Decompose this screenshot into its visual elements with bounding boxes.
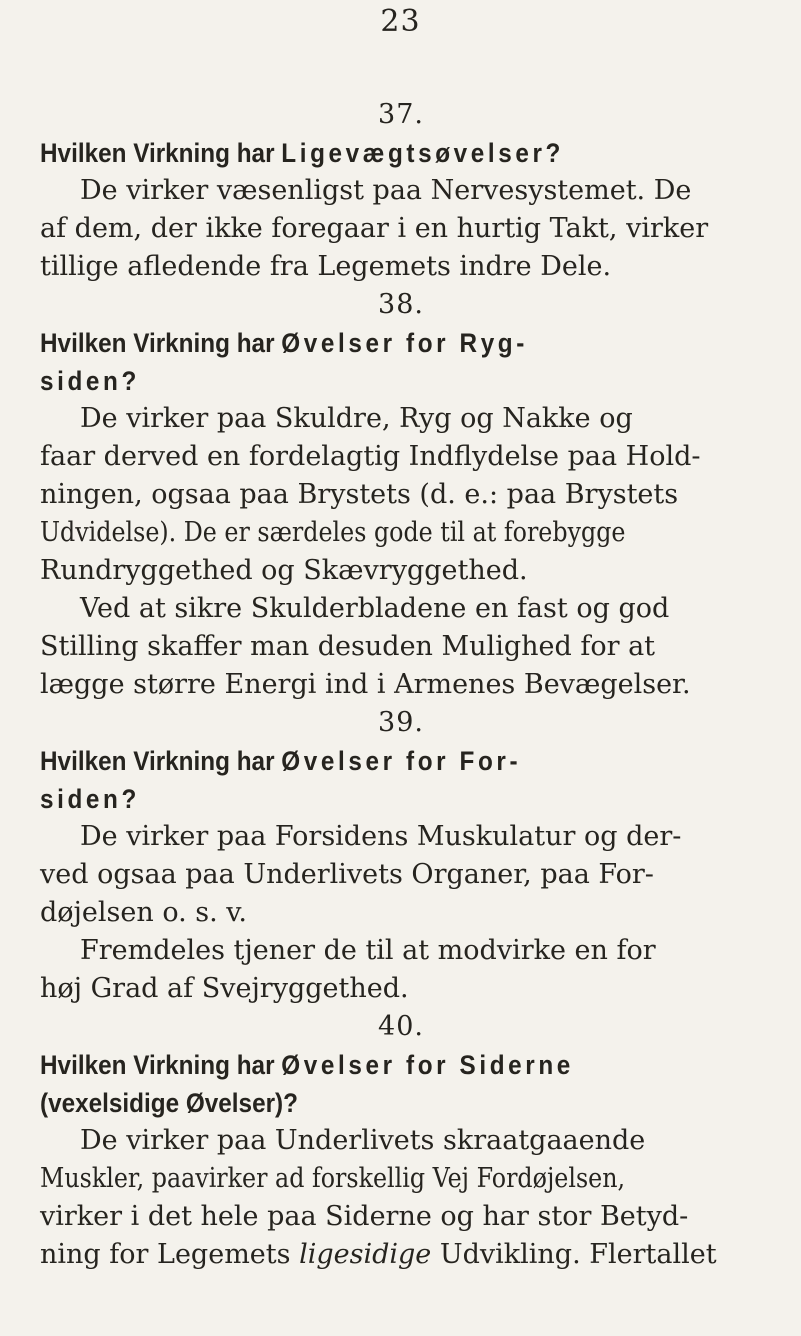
text-line: ved ogsaa paa Underlivets Organer, paa For- [40, 859, 654, 890]
question-text: Hvilken Virkning har [40, 138, 282, 168]
question-spaced-text: Øvelser for Ryg- [281, 328, 528, 358]
text-line: De virker væsenligst paa Nervesystemet. De [80, 175, 692, 206]
text-line: virker i det hele paa Siderne og har stor Betyd- [40, 1201, 689, 1232]
text-line: døjelsen o. s. v. [40, 897, 247, 928]
text-column [40, 96, 762, 1274]
section-37 [40, 96, 762, 286]
answer-paragraph [40, 400, 762, 590]
text-line: lægge større Energi ind i Armenes Bevægelser. [40, 669, 691, 700]
text-line: Stilling skaffer man desuden Mulighed for at [40, 631, 656, 662]
text-line [40, 1160, 762, 1198]
question-heading [40, 742, 690, 780]
text-line-content: Muskler, paavirker ad forskellig Vej Fordøjelsen, [40, 1163, 626, 1194]
text-line: De virker paa Skuldre, Ryg og Nakke og [80, 403, 633, 434]
text-line: ningen, ogsaa paa Brystets (d. e.: paa Brystets [40, 479, 679, 510]
text-line: De virker paa Underlivets skraatgaaende [80, 1125, 646, 1156]
answer-paragraph [40, 1122, 762, 1274]
section-number: 38. [378, 289, 424, 320]
question-text: Hvilken Virkning har [40, 328, 282, 358]
question-heading [40, 324, 690, 362]
text-line: Ved at sikre Skulderbladene en fast og god [80, 593, 670, 624]
question-heading [40, 134, 690, 172]
italic-word: ligesidige [299, 1239, 432, 1270]
question-heading-continued [40, 780, 690, 818]
text-line: Fremdeles tjener de til at modvirke en for [80, 935, 656, 966]
question-heading-continued [40, 362, 690, 400]
question-spaced-text: Øvelser for Siderne [281, 1050, 574, 1080]
question-text: (vexelsidige Øvelser)? [40, 1088, 298, 1118]
question-spaced-text: Øvelser for For- [281, 746, 522, 776]
text-line: faar derved en fordelagtig Indflydelse paa Hold- [40, 441, 701, 472]
text-line: Rundryggethed og Skævryggethed. [40, 555, 528, 586]
text-line [40, 514, 762, 552]
answer-paragraph [40, 590, 762, 704]
section-number: 40. [378, 1011, 424, 1042]
section-39 [40, 704, 762, 1008]
section-38 [40, 286, 762, 704]
text-fragment: ning for Legemets [40, 1239, 300, 1270]
question-spaced-text: Ligevægtsøvelser [281, 138, 546, 168]
question-mark: ? [121, 784, 137, 814]
answer-paragraph [40, 932, 762, 1008]
answer-paragraph [40, 172, 762, 286]
question-text: Hvilken Virkning har [40, 746, 282, 776]
text-line: af dem, der ikke foregaar i en hurtig Takt, virker [40, 213, 709, 244]
section-number: 39. [378, 707, 424, 738]
text-fragment: Udvikling. Flertallet [431, 1239, 717, 1270]
question-spaced-text: siden [40, 784, 122, 814]
question-spaced-text: siden [40, 366, 122, 396]
page-number: 23 [380, 4, 421, 39]
question-mark: ? [121, 366, 137, 396]
question-text: Hvilken Virkning har [40, 1050, 282, 1080]
text-line: De virker paa Forsidens Muskulatur og der- [80, 821, 682, 852]
text-line: høj Grad af Svejryggethed. [40, 973, 409, 1004]
question-mark: ? [545, 138, 561, 168]
text-line [40, 1236, 762, 1274]
text-line: tillige afledende fra Legemets indre Dele. [40, 251, 612, 282]
section-number: 37. [378, 99, 424, 130]
question-heading-continued [40, 1084, 690, 1122]
section-40 [40, 1008, 762, 1274]
text-line-content: Udvidelse). De er særdeles gode til at forebygge [40, 517, 626, 548]
answer-paragraph [40, 818, 762, 932]
question-heading [40, 1046, 690, 1084]
